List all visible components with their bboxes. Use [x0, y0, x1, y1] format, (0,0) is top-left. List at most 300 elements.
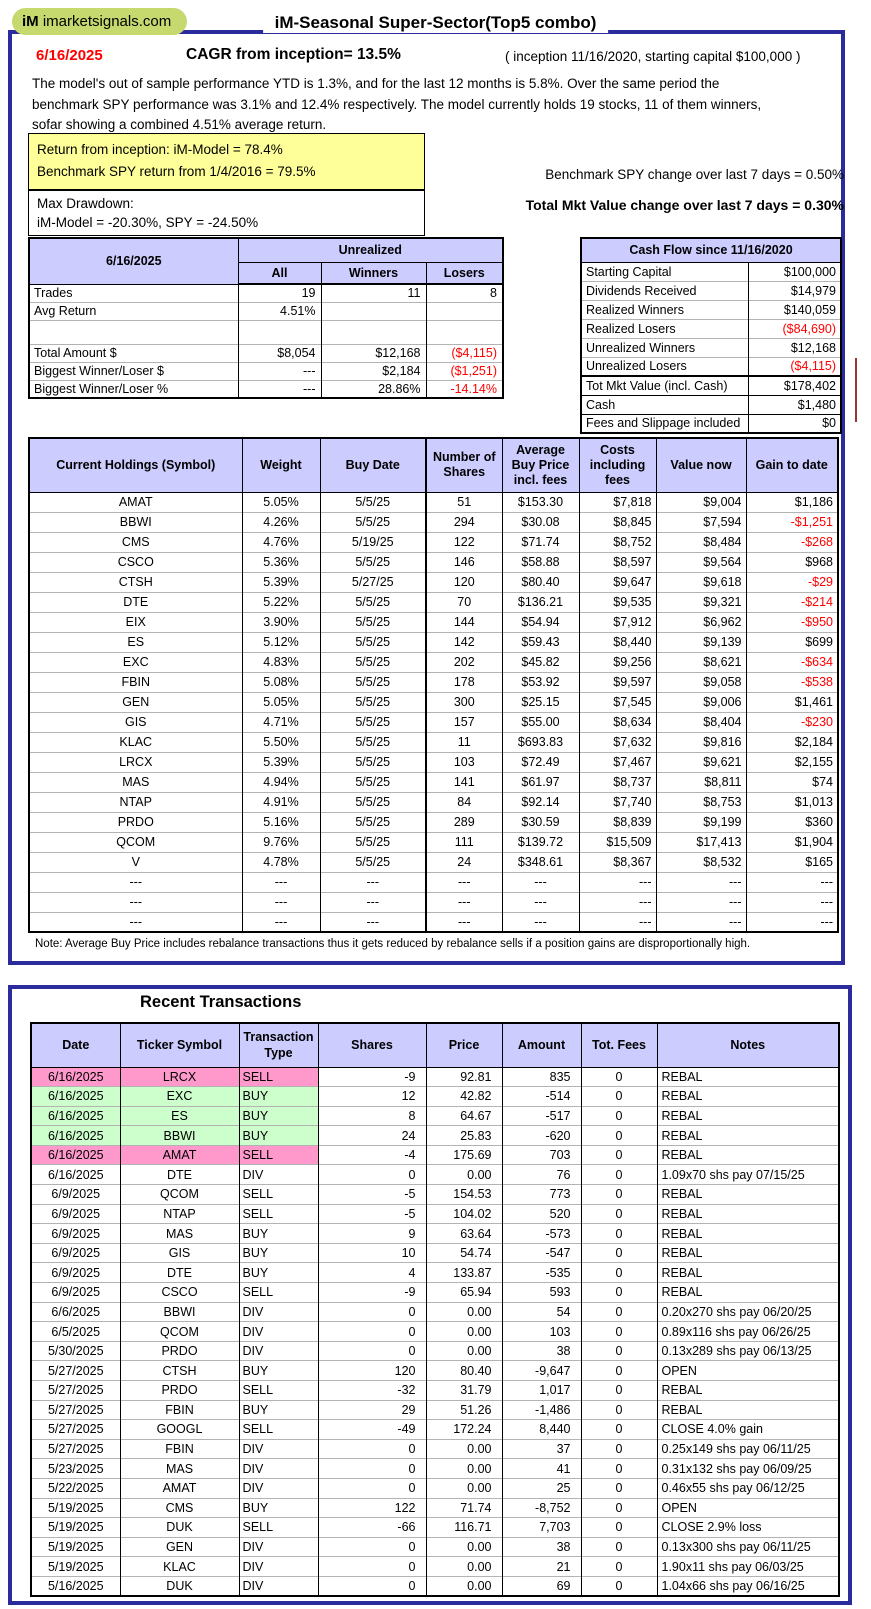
cell: $9,058 — [656, 672, 746, 692]
cell: DIV — [239, 1439, 318, 1459]
cell: --- — [656, 872, 746, 892]
cell: 0 — [318, 1439, 426, 1459]
cell: AMAT — [29, 492, 242, 512]
cell: 6/6/2025 — [31, 1302, 120, 1322]
table-row — [29, 592, 838, 612]
cell: 7,703 — [502, 1518, 581, 1538]
cell: REBAL — [657, 1106, 839, 1126]
cell: PRDO — [29, 812, 242, 832]
cell: 8 — [426, 284, 503, 302]
cell: 6/9/2025 — [31, 1283, 120, 1303]
cell: $693.83 — [502, 732, 579, 752]
cell: LRCX — [29, 752, 242, 772]
cell: $2,184 — [746, 732, 838, 752]
cell: $53.92 — [502, 672, 579, 692]
tx-col-notes: Notes — [657, 1023, 839, 1067]
cell: 4.26% — [242, 512, 320, 532]
cell: -514 — [502, 1087, 581, 1107]
cell: 294 — [426, 512, 502, 532]
cell: 37 — [502, 1439, 581, 1459]
cell: $178,402 — [748, 376, 841, 395]
table-row — [31, 1224, 839, 1244]
cell: $7,467 — [579, 752, 656, 772]
cell: SELL — [239, 1518, 318, 1538]
cell: DIV — [239, 1165, 318, 1185]
cell: $8,440 — [579, 632, 656, 652]
cell: 0 — [581, 1126, 657, 1146]
cell: $15,509 — [579, 832, 656, 852]
cell: Fees and Slippage included — [581, 414, 748, 433]
cell: 9.76% — [242, 832, 320, 852]
table-row — [29, 912, 838, 932]
cell: 4 — [318, 1263, 426, 1283]
cell: ($84,690) — [748, 319, 841, 338]
cell: 3.90% — [242, 612, 320, 632]
cell: --- — [242, 872, 320, 892]
table-row — [31, 1400, 839, 1420]
cell: 0 — [581, 1302, 657, 1322]
table-row — [29, 772, 838, 792]
cell: $360 — [746, 812, 838, 832]
table-row — [29, 344, 503, 362]
table-row — [31, 1381, 839, 1401]
cell: --- — [238, 380, 321, 398]
cell: SELL — [239, 1067, 318, 1087]
cell: 122 — [426, 532, 502, 552]
table-row — [31, 1126, 839, 1146]
cell: 5/5/25 — [320, 512, 426, 532]
cell — [238, 320, 321, 344]
cell: SELL — [239, 1283, 318, 1303]
cell: DIV — [239, 1322, 318, 1342]
cell: 1.90x11 shs pay 06/03/25 — [657, 1557, 839, 1577]
cell: 6/16/2025 — [31, 1165, 120, 1185]
cell: $54.94 — [502, 612, 579, 632]
tx-col-price: Price — [426, 1023, 502, 1067]
cell: 65.94 — [426, 1283, 502, 1303]
cell: $12,168 — [321, 344, 426, 362]
cell: $25.15 — [502, 692, 579, 712]
cell: SELL — [239, 1185, 318, 1205]
cell: 142 — [426, 632, 502, 652]
cell: 0 — [581, 1498, 657, 1518]
cell: SELL — [239, 1420, 318, 1440]
table-row — [581, 281, 841, 300]
cell: 5/5/25 — [320, 772, 426, 792]
cell: $0 — [748, 414, 841, 433]
cell: 5/23/2025 — [31, 1459, 120, 1479]
cell: 11 — [321, 284, 426, 302]
cell: $136.21 — [502, 592, 579, 612]
cell: 154.53 — [426, 1185, 502, 1205]
cell: 5.12% — [242, 632, 320, 652]
table-row — [29, 652, 838, 672]
cell: -$1,251 — [746, 512, 838, 532]
cell: -4 — [318, 1145, 426, 1165]
cell: 80.40 — [426, 1361, 502, 1381]
cell: DIV — [239, 1459, 318, 1479]
cell: REBAL — [657, 1400, 839, 1420]
cell: 0 — [318, 1537, 426, 1557]
cell: $1,461 — [746, 692, 838, 712]
table-row — [31, 1341, 839, 1361]
holdings-col-buydate: Buy Date — [320, 438, 426, 492]
table-row — [31, 1067, 839, 1087]
cell: --- — [29, 912, 242, 932]
cell: $7,632 — [579, 732, 656, 752]
cell: 5/30/2025 — [31, 1341, 120, 1361]
table-row — [29, 852, 838, 872]
cell: 63.64 — [426, 1224, 502, 1244]
cell: 25 — [502, 1478, 581, 1498]
table-row — [29, 892, 838, 912]
table-row — [581, 300, 841, 319]
cell: 42.82 — [426, 1087, 502, 1107]
cell: 5/5/25 — [320, 852, 426, 872]
cell: -620 — [502, 1126, 581, 1146]
cell: 21 — [502, 1557, 581, 1577]
table-row — [31, 1302, 839, 1322]
table-row — [29, 712, 838, 732]
cell: 0 — [581, 1145, 657, 1165]
cashflow-title: Cash Flow since 11/16/2020 — [581, 238, 841, 262]
cell: 6/16/2025 — [31, 1067, 120, 1087]
return-inception-line: Return from inception: iM-Model = 78.4% — [37, 142, 283, 157]
cell: 0.00 — [426, 1302, 502, 1322]
cell: ES — [29, 632, 242, 652]
cell: GIS — [29, 712, 242, 732]
cell: 157 — [426, 712, 502, 732]
cell: FBIN — [29, 672, 242, 692]
table-row — [29, 672, 838, 692]
table-row — [29, 552, 838, 572]
cell: Starting Capital — [581, 262, 748, 281]
table-row — [581, 414, 841, 433]
cell: 5/27/2025 — [31, 1381, 120, 1401]
cell: 133.87 — [426, 1263, 502, 1283]
cell: $59.43 — [502, 632, 579, 652]
cell: --- — [29, 872, 242, 892]
holdings-col-gain: Gain to date — [746, 438, 838, 492]
cell: V — [29, 852, 242, 872]
intro-paragraph — [32, 74, 838, 136]
cell: -$634 — [746, 652, 838, 672]
cell: GEN — [29, 692, 242, 712]
logo-site-text: imarketsignals.com — [38, 13, 172, 30]
tx-col-fees: Tot. Fees — [581, 1023, 657, 1067]
cell: 4.51% — [238, 302, 321, 320]
cell: 0.13x289 shs pay 06/13/25 — [657, 1341, 839, 1361]
cell: $100,000 — [748, 262, 841, 281]
cell: -$230 — [746, 712, 838, 732]
transactions-title: Recent Transactions — [140, 993, 302, 1011]
holdings-col-valuenow: Value now — [656, 438, 746, 492]
tx-col-type: Transaction Type — [239, 1023, 318, 1067]
cell: REBAL — [657, 1263, 839, 1283]
cell: DIV — [239, 1537, 318, 1557]
table-row — [31, 1283, 839, 1303]
cell: 5/19/2025 — [31, 1498, 120, 1518]
cell: --- — [320, 872, 426, 892]
cell: 172.24 — [426, 1420, 502, 1440]
table-row — [29, 792, 838, 812]
cell: $8,484 — [656, 532, 746, 552]
cell: 1.04x66 shs pay 06/16/25 — [657, 1576, 839, 1596]
cell: SELL — [239, 1204, 318, 1224]
cell: BUY — [239, 1087, 318, 1107]
cell: $55.00 — [502, 712, 579, 732]
table-row — [31, 1576, 839, 1596]
transactions-body — [31, 1067, 839, 1596]
table-row — [581, 319, 841, 338]
cell: 5/5/25 — [320, 712, 426, 732]
cell: Biggest Winner/Loser % — [29, 380, 238, 398]
cell: BUY — [239, 1106, 318, 1126]
cell: $8,811 — [656, 772, 746, 792]
cell: 6/16/2025 — [31, 1126, 120, 1146]
cell: $9,535 — [579, 592, 656, 612]
cell: 0.00 — [426, 1478, 502, 1498]
cell: 0 — [581, 1557, 657, 1577]
cell: 0 — [581, 1576, 657, 1596]
cell: --- — [320, 892, 426, 912]
cell: $92.14 — [502, 792, 579, 812]
cell: 0 — [581, 1067, 657, 1087]
cell: 0 — [581, 1439, 657, 1459]
cell: Cash — [581, 395, 748, 414]
cell: 5.39% — [242, 752, 320, 772]
cell: 593 — [502, 1283, 581, 1303]
cell: 92.81 — [426, 1067, 502, 1087]
cell: 6/16/2025 — [31, 1087, 120, 1107]
cell: 64.67 — [426, 1106, 502, 1126]
cell: 6/9/2025 — [31, 1204, 120, 1224]
cell: $80.40 — [502, 572, 579, 592]
cell: -573 — [502, 1224, 581, 1244]
cell: 116.71 — [426, 1518, 502, 1538]
cell: --- — [426, 912, 502, 932]
site-logo[interactable] — [12, 8, 187, 35]
cell: REBAL — [657, 1224, 839, 1244]
cell: BUY — [239, 1400, 318, 1420]
cell: 0 — [581, 1381, 657, 1401]
cell: -9 — [318, 1283, 426, 1303]
cell: $140,059 — [748, 300, 841, 319]
cell: $9,816 — [656, 732, 746, 752]
cell: 0 — [581, 1420, 657, 1440]
cell: 122 — [318, 1498, 426, 1518]
cell: $968 — [746, 552, 838, 572]
cell: 4.91% — [242, 792, 320, 812]
cell: NTAP — [29, 792, 242, 812]
cell: 0.00 — [426, 1459, 502, 1479]
cell: DIV — [239, 1478, 318, 1498]
cell: -547 — [502, 1243, 581, 1263]
cell: 5.05% — [242, 492, 320, 512]
cell: 5/27/25 — [320, 572, 426, 592]
cell: 5/27/2025 — [31, 1420, 120, 1440]
cell: $9,621 — [656, 752, 746, 772]
transactions-header — [31, 1023, 839, 1067]
cell: BBWI — [120, 1302, 239, 1322]
unrealized-date-header: 6/16/2025 — [29, 238, 238, 284]
cell: -66 — [318, 1518, 426, 1538]
unrealized-body — [29, 284, 503, 398]
cell: $7,594 — [656, 512, 746, 532]
table-row — [29, 380, 503, 398]
cell: CMS — [120, 1498, 239, 1518]
cell: $153.30 — [502, 492, 579, 512]
cell: EXC — [120, 1087, 239, 1107]
cell: 0 — [318, 1459, 426, 1479]
intro-line-3: sofar showing a combined 4.51% average return. — [32, 117, 327, 132]
table-row — [29, 832, 838, 852]
cell: FBIN — [120, 1400, 239, 1420]
cell: $8,404 — [656, 712, 746, 732]
cell: 289 — [426, 812, 502, 832]
cell: $165 — [746, 852, 838, 872]
cell: 103 — [426, 752, 502, 772]
cell: REBAL — [657, 1087, 839, 1107]
cell: 300 — [426, 692, 502, 712]
cell: 5/27/2025 — [31, 1439, 120, 1459]
cell: Tot Mkt Value (incl. Cash) — [581, 376, 748, 395]
table-row — [29, 632, 838, 652]
cell: 70 — [426, 592, 502, 612]
tx-col-ticker: Ticker Symbol — [120, 1023, 239, 1067]
holdings-header — [29, 438, 838, 492]
holdings-col-weight: Weight — [242, 438, 320, 492]
cell: KLAC — [29, 732, 242, 752]
table-row — [31, 1361, 839, 1381]
cell: 0 — [581, 1518, 657, 1538]
table-row — [29, 872, 838, 892]
table-row — [581, 338, 841, 357]
table-row — [29, 320, 503, 344]
cell: 5/22/2025 — [31, 1478, 120, 1498]
cell: DIV — [239, 1557, 318, 1577]
cell: BBWI — [29, 512, 242, 532]
cell: 0 — [581, 1263, 657, 1283]
cell: CLOSE 2.9% loss — [657, 1518, 839, 1538]
cell: 38 — [502, 1537, 581, 1557]
cell: $71.74 — [502, 532, 579, 552]
cell: 0.00 — [426, 1576, 502, 1596]
cell: DIV — [239, 1302, 318, 1322]
cell: 5/5/25 — [320, 732, 426, 752]
cell: Dividends Received — [581, 281, 748, 300]
cell: Realized Winners — [581, 300, 748, 319]
cell: 5/27/2025 — [31, 1400, 120, 1420]
table-row — [31, 1439, 839, 1459]
cell — [321, 302, 426, 320]
table-row — [29, 612, 838, 632]
cell — [321, 320, 426, 344]
cell: $8,597 — [579, 552, 656, 572]
cell: 5.22% — [242, 592, 320, 612]
cell: --- — [579, 892, 656, 912]
cell: 0 — [581, 1283, 657, 1303]
table-row — [31, 1537, 839, 1557]
report-date: 6/16/2025 — [36, 47, 103, 64]
cell: $1,904 — [746, 832, 838, 852]
cell: $8,737 — [579, 772, 656, 792]
cell: --- — [502, 872, 579, 892]
cell: 4.76% — [242, 532, 320, 552]
cell: 0.00 — [426, 1322, 502, 1342]
cell: 0 — [581, 1224, 657, 1244]
transactions-table — [30, 1022, 840, 1597]
mkt-value-change-text: Total Mkt Value change over last 7 days = 0.30% — [525, 197, 844, 213]
table-row — [29, 492, 838, 512]
cell: 202 — [426, 652, 502, 672]
cell: CSCO — [120, 1283, 239, 1303]
cell: $8,752 — [579, 532, 656, 552]
cell: -5 — [318, 1204, 426, 1224]
cell: ES — [120, 1106, 239, 1126]
cell: 24 — [426, 852, 502, 872]
cell: DIV — [239, 1576, 318, 1596]
cell: GEN — [120, 1537, 239, 1557]
cell: 0 — [581, 1165, 657, 1185]
cell: 835 — [502, 1067, 581, 1087]
cell: $6,962 — [656, 612, 746, 632]
cell: 5/5/25 — [320, 552, 426, 572]
cell: 120 — [426, 572, 502, 592]
cell: --- — [502, 912, 579, 932]
cell: 10 — [318, 1243, 426, 1263]
cell: --- — [746, 892, 838, 912]
table-row — [29, 812, 838, 832]
table-row — [29, 732, 838, 752]
cell: 5/19/25 — [320, 532, 426, 552]
cell: Unrealized Losers — [581, 357, 748, 376]
cell: BUY — [239, 1361, 318, 1381]
cell: 84 — [426, 792, 502, 812]
cell: BUY — [239, 1263, 318, 1283]
cell: $9,256 — [579, 652, 656, 672]
cell: CTSH — [29, 572, 242, 592]
cell: 5.50% — [242, 732, 320, 752]
cell: QCOM — [120, 1185, 239, 1205]
cell: ($4,115) — [748, 357, 841, 376]
logo-im-mark: iM — [22, 13, 39, 30]
cell: NTAP — [120, 1204, 239, 1224]
holdings-col-avgprice: Average Buy Price incl. fees — [502, 438, 579, 492]
cell: 0 — [581, 1243, 657, 1263]
cell: 0 — [581, 1400, 657, 1420]
cell: CSCO — [29, 552, 242, 572]
cell: $8,532 — [656, 852, 746, 872]
cell: 8,440 — [502, 1420, 581, 1440]
cell: AMAT — [120, 1478, 239, 1498]
cell: 5/5/25 — [320, 832, 426, 852]
cell: Realized Losers — [581, 319, 748, 338]
cell: 5/5/25 — [320, 492, 426, 512]
cell: KLAC — [120, 1557, 239, 1577]
cell: --- — [656, 912, 746, 932]
cell: MAS — [120, 1224, 239, 1244]
cell: DUK — [120, 1576, 239, 1596]
cell: 69 — [502, 1576, 581, 1596]
table-row — [29, 752, 838, 772]
cell: $9,618 — [656, 572, 746, 592]
cell: 4.94% — [242, 772, 320, 792]
cell: -9,647 — [502, 1361, 581, 1381]
cell: REBAL — [657, 1067, 839, 1087]
cell — [426, 302, 503, 320]
cell: 5.39% — [242, 572, 320, 592]
